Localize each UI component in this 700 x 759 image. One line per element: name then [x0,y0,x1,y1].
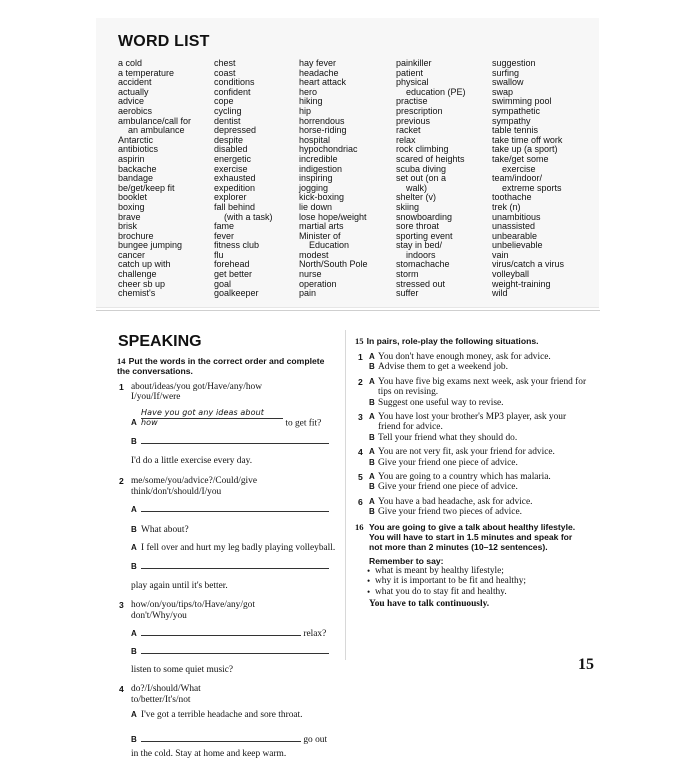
word-list-entry: wild [492,288,508,299]
item-number: 4 [358,447,363,458]
word-list-column-2 [214,59,273,299]
role-b-text: Advise them to get a weekend job. [378,362,508,373]
word-list-entry: exhausted [214,173,256,184]
role-b-text: Suggest one useful way to revise. [378,397,504,408]
word-list-entry: North/South Pole [299,259,368,270]
word-list-entry: brochure [118,230,154,241]
word-list-entry: surfing [492,67,520,78]
word-list-entry: operation [299,278,337,289]
answer-field[interactable] [141,435,329,444]
word-list-entry: despite [214,134,244,145]
word-list-entry: chemist's [118,288,156,299]
word-list-entry: take/get some [492,153,549,164]
word-list-entry: cancer [118,249,146,260]
speaking-title: SPEAKING [118,333,202,350]
speaker-label: A [369,496,375,506]
word-list-entry: suggestion [492,58,536,68]
word-list-entry: inspiring [299,173,333,184]
task-15-heading: 15 In pairs, role-play the following situations. [355,336,539,346]
word-list-entry: be/get/keep fit [118,182,175,193]
word-list-entry: pain [299,288,317,299]
word-list-entry: sore throat [396,221,440,232]
remember-label: Remember to say: [369,555,444,566]
item-number: 3 [358,412,363,423]
word-list-entry: jogging [299,182,329,193]
item-number: 5 [358,472,363,483]
word-list-entry: get better [214,269,253,280]
word-list-entry: toothache [492,192,532,203]
word-list-entry: unbearable [492,230,538,241]
word-list-entry: sympathetic [492,105,541,116]
task-15-item [355,377,587,408]
task-15-item [355,497,587,518]
word-list-entry: rock climbing [396,144,449,155]
word-list-entry: aerobics [118,105,153,116]
bullet-item: • what is meant by healthy lifestyle; [367,566,587,576]
word-list-title: WORD LIST [118,33,210,50]
answer-field[interactable] [141,503,329,512]
word-list-entry: walk) [406,182,428,193]
answer-field[interactable] [141,627,301,636]
word-list-entry: fever [214,230,235,241]
word-list-entry: exercise [502,163,536,174]
word-list-entry: challenge [118,269,157,280]
word-list-entry: Minister of [299,230,341,241]
role-a-text: You have five big exams next week, ask your friend for tips on revising. [378,376,587,398]
word-list-entry: indigestion [299,163,343,174]
speaker-label: A [369,447,375,457]
word-list-entry: indoors [406,249,436,260]
word-list-entry: scared of heights [396,153,465,164]
word-list-entry: hypochondriac [299,144,358,155]
role-b-text: Give your friend one piece of advice. [378,457,518,468]
item-number: 2 [358,376,363,387]
word-list-entry: stressed out [396,278,446,289]
word-list-entry: actually [118,86,149,97]
word-list-entry: catch up with [118,259,171,270]
word-list-entry: forehead [214,259,250,270]
task-16-bullets [367,566,587,597]
task-14-item-4: 4 do?/I/should/What to/better/It's/not A I've got a terrible headache and sore throat. B go out in the cold. Stay at home and keep warm. [119,684,328,759]
word-list-entry: an ambulance [128,125,185,136]
word-list-entry: incredible [299,153,338,164]
word-list-entry: take up (a sport) [492,144,558,155]
word-list-entry: stomachache [396,259,450,270]
speaker-label: A [369,352,375,361]
word-list-entry: fame [214,221,235,232]
word-list-entry: unbelievable [492,240,543,251]
word-list-entry: a cold [118,58,143,68]
word-list-entry: swap [492,86,514,97]
word-list-entry: (with a task) [224,211,273,222]
word-list-entry: sporting event [396,230,453,241]
word-list-entry: advice [118,96,145,107]
word-list-entry: coast [214,67,236,78]
word-list-entry: booklet [118,192,148,203]
word-list-entry: cope [214,96,234,107]
word-list-entry: goalkeeper [214,288,259,299]
role-a-text: You have lost your brother's MP3 player, ask your friend for advice. [378,412,567,433]
task-15-list [355,352,587,518]
word-list-column-4 [396,59,466,299]
word-list-entry: backache [118,163,157,174]
word-list-entry: boxing [118,201,145,212]
bullet-item: • what you do to stay fit and healthy. [367,587,587,597]
word-list-entry: antibiotics [118,144,159,155]
word-list-entry: modest [299,249,329,260]
word-list-entry: confident [214,86,251,97]
task-14-heading: 14 Put the words in the correct order and complete the conversations. [117,356,325,376]
role-b-text: Give your friend one piece of advice. [378,482,518,493]
task-14-item-3: 3 how/on/you/tips/to/Have/any/got don't/Why/you A relax? B listen to some quiet music? [117,600,339,675]
word-list-entry: energetic [214,153,252,164]
word-list-entry: painkiller [396,58,432,68]
word-list-entry: dentist [214,115,241,126]
word-list-entry: aspirin [118,153,145,164]
item-prompt: about/ideas/you got/Have/any/how I/you/If/were [131,382,262,403]
word-list-entry: fitness club [214,240,260,251]
word-list-entry: horse-riding [299,125,347,136]
task-14-item-2: 2 me/some/you/advice?/Could/give think/don't/should/I/you A B What about? A I fell over and hurt my leg badly playing volleyball. B play again until it's better. [119,476,336,591]
speaker-label: B [369,432,375,442]
speaker-label: B [369,507,375,517]
word-list-entry: extreme sports [502,182,562,193]
word-list-entry: hiking [299,96,323,107]
item-prompt: how/on/you/tips/to/Have/any/got don't/Why/you [131,600,255,621]
word-list-entry: relax [396,134,416,145]
word-list-entry: flu [214,249,224,260]
answer-field[interactable]: Have you got any ideas about how [141,408,283,419]
speaker-label: B [369,397,375,407]
word-list-entry: stay in bed/ [396,240,443,251]
word-list-entry: swimming pool [492,96,552,107]
word-list-entry: table tennis [492,125,539,136]
word-list-entry: virus/catch a virus [492,259,565,270]
item-prompt: me/some/you/advice?/Could/give think/don't/should/I/you [131,476,258,497]
column-divider [345,330,346,660]
word-list-entry: weight-training [492,278,551,289]
word-list-entry: brave [118,211,141,222]
item-prompt: do?/I/should/What to/better/It's/not [131,684,201,705]
word-list-entry: martial arts [299,221,344,232]
word-list-entry: storm [396,269,419,280]
word-list-entry: racket [396,125,421,136]
word-list-entry: team/indoor/ [492,173,543,184]
word-list-entry: Antarctic [118,134,154,145]
word-list-entry: chest [214,58,236,68]
word-list-entry: unambitious [492,211,541,222]
word-list-entry: heart attack [299,77,347,88]
item-number: 6 [358,496,363,507]
task-15-item [355,472,587,493]
word-list-entry: cycling [214,105,242,116]
word-list-entry: accident [118,77,152,88]
word-list-entry: trek (n) [492,201,521,212]
role-a-text: You have a bad headache, ask for advice. [378,496,533,507]
word-list-entry: fall behind [214,201,256,212]
task-15-item [355,447,587,468]
word-list-entry: sympathy [492,115,531,126]
word-list-entry: shelter (v) [396,192,437,203]
word-list-entry: education (PE) [406,86,466,97]
bullet-item: • why it is important to be fit and healthy; [367,576,587,586]
word-list-entry: snowboarding [396,211,453,222]
page-number: 15 [578,656,594,673]
word-list-entry: explorer [214,192,247,203]
role-b-text: Tell your friend what they should do. [378,432,518,443]
task-14 [117,356,339,759]
word-list-entry: lie down [299,201,333,212]
word-list-entry: kick-boxing [299,192,345,203]
speaker-label: A [369,376,375,386]
word-list-entry: skiing [396,201,420,212]
word-list-entry: set out (on a [396,173,447,184]
word-list-entry: practise [396,96,428,107]
word-list-entry: suffer [396,288,419,299]
task-14-item-1: 1 about/ideas/you got/Have/any/how I/you/If/were AHave you got any ideas about how to get fit? B I'd do a little exercise every day. [117,382,339,466]
word-list-column-5 [492,59,564,299]
word-list-column-1 [118,59,191,299]
word-list-entry: exercise [214,163,248,174]
section-divider [96,310,600,311]
word-list-entry: cheer sb up [118,278,166,289]
speaker-label: A [369,472,375,482]
word-list-entry: brisk [118,221,138,232]
word-list-entry: vain [492,249,509,260]
word-list-entry: lose hope/weight [299,211,367,222]
task-15-item [355,352,587,373]
word-list-entry: a temperature [118,67,175,78]
tasks-15-16 [355,336,587,609]
word-list-entry: hero [299,86,318,97]
speaker-label: B [369,482,375,492]
word-list-entry: patient [396,67,424,78]
item-number: 1 [358,352,363,362]
word-list-entry: hospital [299,134,331,145]
word-list-entry: goal [214,278,232,289]
role-a-text: You don't have enough money, ask for advice. [378,352,551,362]
word-list-entry: bandage [118,173,154,184]
word-list-entry: take time off work [492,134,563,145]
word-list-entry: depressed [214,125,257,136]
word-list-entry: physical [396,77,429,88]
speaker-label: A [369,412,375,422]
word-list-entry: hip [299,105,312,116]
role-b-text: Give your friend two pieces of advice. [378,507,522,518]
task-16-closing: You have to talk continuously. [369,598,490,609]
speaker-label: B [369,362,375,372]
answer-field[interactable] [141,645,329,654]
word-list-entry: horrendous [299,115,345,126]
word-list-entry: Education [309,240,350,251]
word-list-entry: bungee jumping [118,240,183,251]
word-list-entry: prescription [396,105,443,116]
word-list-entry: conditions [214,77,255,88]
answer-field[interactable] [141,560,329,569]
role-a-text: You are going to a country which has malaria. [378,472,551,483]
word-list-entry: expedition [214,182,256,193]
word-list-column-3 [299,59,368,299]
word-list-entry: ambulance/call for [118,115,192,126]
answer-field[interactable] [141,733,301,742]
role-a-text: You are not very fit, ask your friend for advice. [378,447,555,458]
word-list-entry: headache [299,67,339,78]
word-list-entry: previous [396,115,431,126]
word-list-entry: unassisted [492,221,536,232]
word-list-entry: volleyball [492,269,530,280]
task-15-item [355,412,587,443]
word-list-entry: nurse [299,269,322,280]
word-list-entry: scuba diving [396,163,447,174]
word-list-entry: swallow [492,77,524,88]
task-16-heading: 16 You are going to give a talk about healthy lifestyle. You will have to start in 1.5 minutes and speak for not more than 2 minutes (10–12 sentences). [355,521,576,552]
word-list-entry: disabled [214,144,248,155]
speaker-label: B [369,457,375,467]
word-list-entry: hay fever [299,58,337,68]
